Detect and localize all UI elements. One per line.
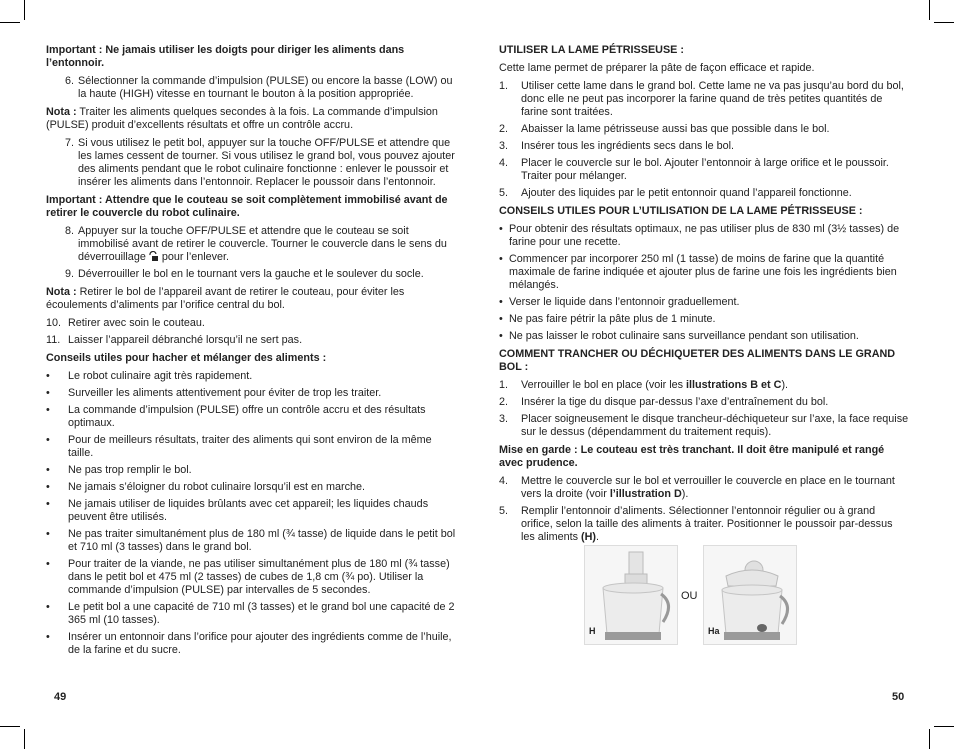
step-10: 10. Retirer avec soin le couteau. [46,317,205,329]
crop-mark [0,726,20,727]
crop-mark [929,729,930,749]
slicing-step-5: 5. Remplir l’entonnoir d’aliments. Sélectionner l’entonnoir régulier ou à grand orifice, selon la taille des aliments à traiter. Positionner le poussoir par-dessus les aliments (H). [499,505,893,543]
kneading-steps [499,80,909,200]
kneading-step: 4. Placer le couvercle sur le bol. Ajouter l’entonnoir à large orifice et le poussoir. Traiter pour mélanger. [499,157,889,182]
kneading-tips-heading: CONSEILS UTILES POUR L’UTILISATION DE LA LAME PÉTRISSEUSE : [499,205,863,217]
kneading-step: 1. Utiliser cette lame dans le grand bol. Cette lame ne va pas jusqu’au bord du bol, donc elle ne peut pas incorporer la farine quand de très petites quantités de farine sont traitées. [499,80,904,118]
kneading-tip: • Verser le liquide dans l’entonnoir graduellement. [499,296,740,308]
slicing-step-2: 2. Insérer la tige du disque par-dessus l’axe d’entraînement du bol. [499,396,829,408]
slicing-steps-a [499,379,909,439]
crop-mark [0,22,20,23]
warning-fingers: Important : Ne jamais utiliser les doigts pour diriger les aliments dans l’entonnoir. [46,44,405,69]
step-6: 6. Sélectionner la commande d’impulsion (PULSE) ou encore la basse (LOW) ou la haute (HIGH) vitesse en tournant le bouton à la position appropriée. [64,75,453,100]
note-pulse: Nota : Traiter les aliments quelques secondes à la fois. La commande d’impulsion (PULSE) produit d’excellents résultats et offre un contrôle accru. [46,106,438,131]
kneading-step: 5. Ajouter des liquides par le petit entonnoir quand l’appareil fonctionne. [499,187,852,199]
illustration-label-h: H [589,626,596,636]
slicing-steps-b [499,475,909,544]
kneading-tip: • Ne pas laisser le robot culinaire sans surveillance pendant son utilisation. [499,330,859,342]
steps-list-c [46,225,458,281]
page-number-left: 49 [54,691,67,703]
tip-item: • Ne pas trop remplir le bol. [46,464,192,476]
page-number-right: 50 [892,691,905,703]
tip-item: • Pour de meilleurs résultats, traiter des aliments qui sont environ de la même taille. [46,434,432,459]
kneading-step: 3. Insérer tous les ingrédients secs dans le bol. [499,140,735,152]
crop-mark [934,22,954,23]
illustration-ha [703,545,797,645]
step-7: 7. Si vous utilisez le petit bol, appuyer sur la touche OFF/PULSE et attendre que les lames cessent de tourner. Si vous utilisez le grand bol, vous pouvez ajouter des aliments pendant que le robot culinaire fonctionne : enlever le poussoir et insérer les aliments dans l’entonnoir. Replacer le poussoir dans l’entonnoir. [64,137,455,188]
illustration-h [584,545,678,645]
tip-item: • Ne jamais s’éloigner du robot culinaire lorsqu’il est en marche. [46,481,366,493]
kneading-intro: Cette lame permet de préparer la pâte de façon efficace et rapide. [499,62,815,74]
crop-mark [934,726,954,727]
kneading-step: 2. Abaisser la lame pétrisseuse aussi bas que possible dans le bol. [499,123,830,135]
crop-mark [24,0,25,20]
slicing-step-3: 3. Placer soigneusement le disque trancheur-déchiqueteur sur l’axe, la face requise sur le dessus (dépendamment du traitement requis). [499,413,909,438]
step-9: 9. Déverrouiller le bol en le tournant vers la gauche et le soulever du socle. [64,268,424,280]
warning-knife-stop: Important : Attendre que le couteau se soit complètement immobilisé avant de retirer le couvercle du robot culinaire. [46,194,448,219]
slicing-step-1: 1. Verrouiller le bol en place (voir les illustrations B et C). [499,379,789,391]
right-page [499,44,909,549]
step-11: 11. Laisser l’appareil débranché lorsqu’il ne sert pas. [46,334,303,346]
tip-item: • La commande d’impulsion (PULSE) offre un contrôle accru et des résultats optimaux. [46,404,426,429]
steps-list-d [46,317,458,347]
kneading-tip: • Pour obtenir des résultats optimaux, ne pas utiliser plus de 830 ml (3½ tasses) de farine pour une recette. [499,223,900,248]
caution-knife: Mise en garde : Le couteau est très tranchant. Il doit être manipulé et rangé avec prudence. [499,444,885,469]
kneading-heading: UTILISER LA LAME PÉTRISSEUSE : [499,44,684,56]
tip-item: • Ne pas traiter simultanément plus de 180 ml (¾ tasse) de liquide dans le petit bol et 710 ml (3 tasses) dans le grand bol. [46,528,456,553]
tips-heading: Conseils utiles pour hacher et mélanger des aliments : [46,352,327,364]
tip-item: • Pour traiter de la viande, ne pas utiliser simultanément plus de 180 ml (¾ tasse) dans le petit bol et 475 ml (2 tasses) de cubes de 1,8 cm (¾ po). Utiliser la commande d’impulsion (PULSE) par intervalles de 5 secondes. [46,558,450,596]
tip-item: • Le petit bol a une capacité de 710 ml (3 tasses) et le grand bol une capacité de 2 365 ml (10 tasses). [46,601,455,626]
or-label: OU [681,590,698,602]
kneading-tip: • Ne pas faire pétrir la pâte plus de 1 minute. [499,313,716,325]
tips-list [46,370,458,657]
tip-item: • Surveiller les aliments attentivement pour éviter de trop les traiter. [46,387,382,399]
slicing-heading: COMMENT TRANCHER OU DÉCHIQUETER DES ALIMENTS DANS LE GRAND BOL : [499,348,896,373]
steps-list-a [46,75,458,101]
tip-item: • Insérer un entonnoir dans l’orifice pour ajouter des ingrédients comme de l’huile, de la farine et du sucre. [46,631,452,656]
steps-list-b [46,137,458,189]
tip-item: • Le robot culinaire agit très rapidement. [46,370,253,382]
crop-mark [929,0,930,20]
illustration-label-ha: Ha [708,626,720,636]
kneading-tips [499,223,909,343]
slicing-step-4: 4. Mettre le couvercle sur le bol et verrouiller le couvercle en place en le tournant vers la droite (voir l’illustration D). [499,475,895,500]
unlock-icon [149,251,159,261]
crop-mark [24,729,25,749]
food-processor-funnel-image [585,546,677,644]
tip-item: • Ne jamais utiliser de liquides brûlants avec cet appareil; les liquides chauds peuvent être utilisés. [46,498,429,523]
step-8: 8. Appuyer sur la touche OFF/PULSE et attendre que le couteau se soit immobilisé avant de retirer le couvercle. Tourner le couvercle dans le sens du déverrouillage pour l’enlever. [64,225,447,263]
left-page [46,44,458,662]
note-remove-bowl: Nota : Retirer le bol de l’appareil avant de retirer le couteau, pour éviter les écoulements d’aliments par l’orifice central du bol. [46,286,405,311]
kneading-tip: • Commencer par incorporer 250 ml (1 tasse) de moins de farine que la quantité maximale de farine indiquée et ajouter plus de farine une fois les ingrédients bien mélangés. [499,253,897,291]
